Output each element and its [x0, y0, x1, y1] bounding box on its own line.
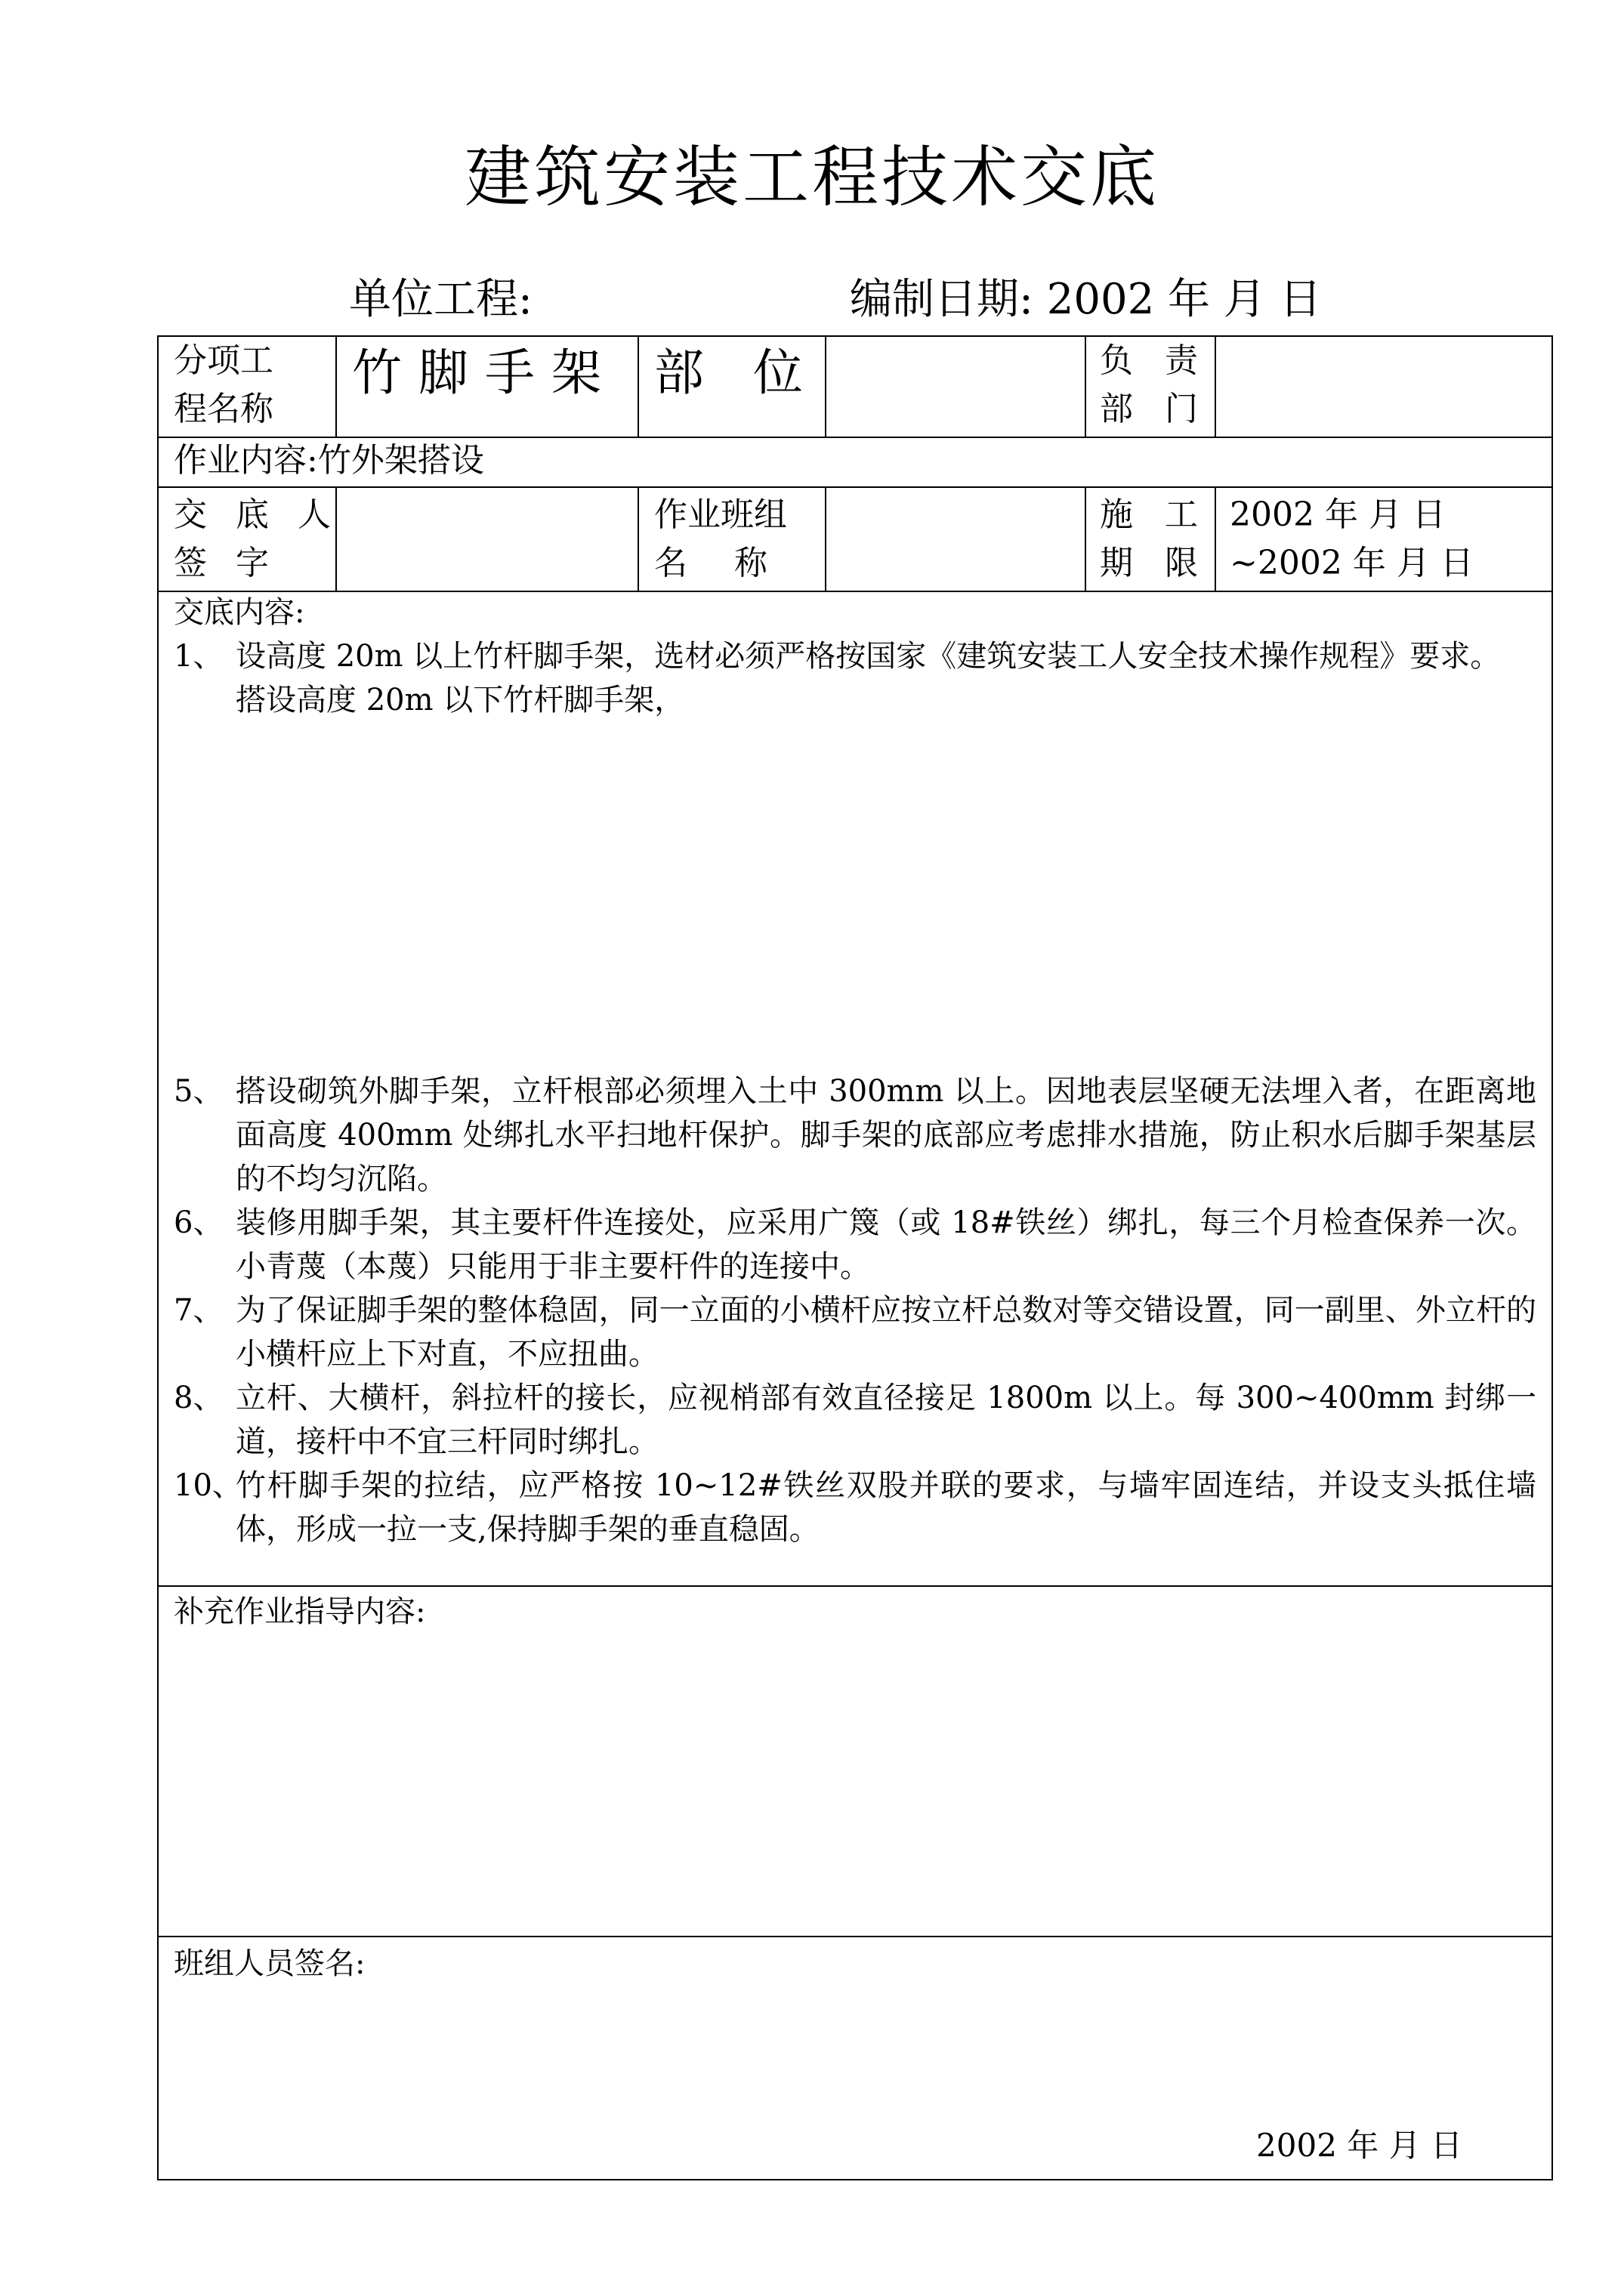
- supplement-label: 补充作业指导内容:: [174, 1594, 426, 1629]
- content-item: 6、 装修用脚手架，其主要杆件连接处，应采用广篾（或 18#铁丝）绑扎，每三个月检查保养一次。小青蔑（本蔑）只能用于非主要杆件的连接中。: [174, 1205, 1536, 1284]
- team-name-label: 作业班组 名 称: [654, 495, 787, 582]
- compile-date-value: 2002 年 月 日: [1046, 275, 1322, 324]
- item-name-value: 竹脚手架: [352, 344, 618, 402]
- col-divider: [825, 486, 826, 591]
- signer-label: 交 底 人 签 字: [174, 495, 340, 582]
- col-divider: [1085, 337, 1086, 437]
- col-divider: [1215, 337, 1216, 437]
- position-label: 部 位: [654, 344, 820, 402]
- content-item: 5、 搭设砌筑外脚手架，立杆根部必须埋入土中 300mm 以上。因地表层坚硬无法埋入者，在距离地面高度 400mm 处绑扎水平扫地杆保护。脚手架的底部应考虑排水措施，防止积水后脚手架基层的不均匀沉陷。: [174, 1074, 1536, 1196]
- content-heading: 交底内容:: [174, 595, 305, 630]
- compile-date: [850, 273, 1322, 326]
- col-divider: [1215, 486, 1216, 591]
- disclosure-table: [157, 335, 1553, 2180]
- content-item: 7、 为了保证脚手架的整体稳固，同一立面的小横杆应按立杆总数对等交错设置，同一副里、外立杆的小横杆应上下对直，不应扭曲。: [174, 1293, 1536, 1372]
- col-divider: [1085, 486, 1086, 591]
- work-content-value: 竹外架搭设: [317, 441, 484, 480]
- work-content: [174, 437, 484, 485]
- content-item: 搭设高度 20m 以下竹杆脚手架，: [236, 683, 685, 718]
- blank-space: [174, 722, 1536, 1069]
- content-item: 8、 立杆、大横杆，斜拉杆的接长，应视梢部有效直径接足 1800m 以上。每 300~400mm 封绑一道，接杆中不宜三杆同时绑扎。: [174, 1381, 1536, 1459]
- unit-project-label: 单位工程:: [349, 275, 533, 324]
- row-divider: [159, 486, 1551, 488]
- signature-date: 2002 年 月 日: [1256, 2127, 1462, 2164]
- responsible-dept-label: 负 责 部 门: [1100, 341, 1209, 428]
- construction-period-value: 2002 年 月 日 ~2002 年 月 日: [1230, 495, 1474, 582]
- item-name-label: 分项工 程名称: [174, 341, 273, 428]
- col-divider: [335, 337, 337, 437]
- col-divider: [638, 486, 639, 591]
- disclosure-content: [174, 591, 1536, 1551]
- construction-period-label: 施 工 期 限: [1100, 495, 1209, 582]
- row-divider: [159, 1585, 1551, 1587]
- row-divider: [159, 1936, 1551, 1937]
- content-item: 1、 设高度 20m 以上竹杆脚手架，选材必须严格按国家《建筑安装工人安全技术操作规程》要求。: [174, 639, 1501, 674]
- work-content-label: 作业内容:: [174, 441, 318, 480]
- col-divider: [638, 337, 639, 437]
- compile-date-label: 编制日期:: [850, 275, 1033, 324]
- document-title: 建筑安装工程技术交底: [464, 138, 1159, 216]
- team-signature-label: 班组人员签名:: [174, 1946, 366, 1981]
- col-divider: [825, 337, 826, 437]
- content-item: 10、 竹杆脚手架的拉结，应严格按 10~12#铁丝双股并联的要求，与墙牢固连结，并设支头抵住墙体，形成一拉一支,保持脚手架的垂直稳固。: [174, 1468, 1536, 1547]
